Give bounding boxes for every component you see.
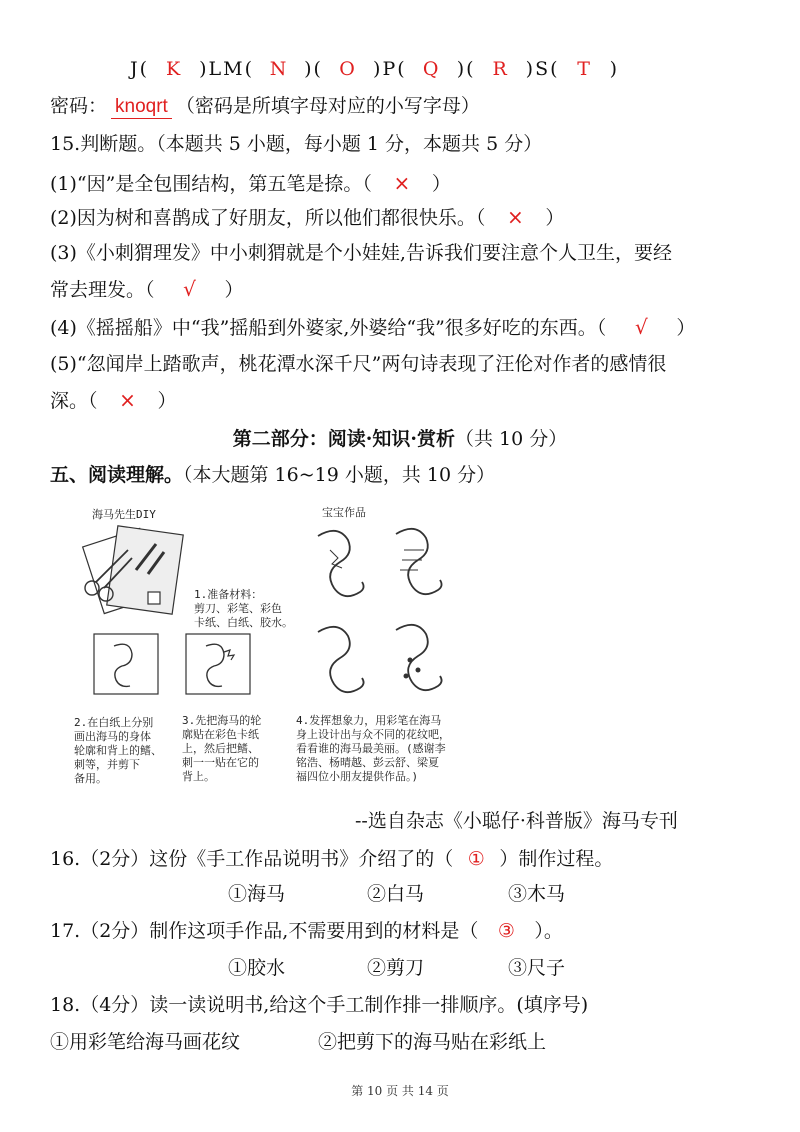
q18-option-2: ②把剪下的海马贴在彩纸上 [318,1031,547,1053]
step2-illustration [92,632,162,698]
step2-text: 2.在白纸上分别 画出海马的身体 轮廓和背上的鳍、 刺等，并剪下 备用。 [74,716,162,785]
password-value: knoqrt [111,96,172,119]
cross-mark: × [119,388,136,412]
q17-text-end: ）。 [534,920,563,942]
q18-stem: 18.（4分）读一读说明书,给这个手工制作排一排顺序。(填序号) [50,994,589,1016]
section5-heading [50,462,495,488]
q15-item-4 [50,314,695,341]
letters-text: )S( [525,58,560,80]
answer-letter: O [339,58,357,80]
letters-text: ) [609,58,620,80]
section2-title: 第二部分：阅读·知识·赏析 [232,428,455,450]
figure-title-left: 海马先生DIY [92,508,156,521]
section5-note: （本大题第 16~19 小题，共 10 分） [183,464,496,486]
figure-title-right: 宝宝作品 [322,506,366,519]
section5-title: 五、阅读理解。 [50,464,184,486]
figure-source: --选自杂志《小聪仔·科普版》海马专刊 [355,810,678,832]
q15-item-1 [50,170,451,197]
q17-stem [50,918,563,944]
q17-option-3: ③尺子 [508,957,566,979]
cross-mark: × [507,205,524,229]
item-text: (1)“因”是全包围结构，第五笔是捺。（ [50,173,372,195]
item-close: ） [676,317,696,339]
q16-option-1: ①海马 [228,883,286,905]
q17-answer: ③ [497,920,515,942]
q16-text: 16.（2分）这份《手工作品说明书》介绍了的（ [50,848,454,870]
item-text: (4)《摇摇船》中“我”摇船到外婆家,外婆给“我”很多好吃的东西。（ [50,317,607,339]
q15-item-3 [50,240,672,266]
step3-text: 3.先把海马的轮 廓贴在彩色卡纸 上，然后把鳍、 刺一一贴在它的 背上。 [182,714,262,783]
q16-text-end: ）制作过程。 [499,848,614,870]
password-line [50,93,480,119]
q17-text: 17.（2分）制作这项手作品,不需要用到的材料是（ [50,920,479,942]
answer-letter: R [492,58,509,80]
letters-text: )( [456,58,476,80]
q18-option-1: ①用彩笔给海马画花纹 [50,1031,241,1053]
baby-works-illustration [300,520,470,710]
letters-row [130,56,619,82]
q17-option-1: ①胶水 [228,957,286,979]
cross-mark: × [393,171,411,195]
q15-title: 15.判断题。（本题共 5 小题，每小题 1 分，本题共 5 分） [50,133,543,155]
letters-text: )( [304,58,323,80]
item-close: ） [224,279,244,301]
q15-item-2 [50,204,564,231]
password-note: （密码是所填字母对应的小写字母） [175,95,480,117]
answer-letter: K [165,58,183,80]
item-text: (3)《小刺猬理发》中小刺猬就是个小娃娃,告诉我们要注意个人卫生，要经 [50,242,672,264]
q15-item-3-cont [50,276,244,303]
q15-item-5 [50,351,666,377]
step4-text: 4.发挥想象力，用彩笔在海马 身上设计出与众不同的花纹吧， 看看谁的海马最美丽。(感谢李 铭浩、杨晴越、彭云舒、梁夏 福四位小朋友提供作品。) [296,714,450,783]
item-close: ） [157,390,177,412]
q16-option-3: ③木马 [508,883,566,905]
password-label: 密码： [50,95,108,117]
step3-illustration [184,632,254,698]
answer-letter: T [577,58,592,80]
item-text: 常去理发。（ [50,279,155,301]
section2-score: （共 10 分） [454,428,568,450]
item-text: 深。（ [50,390,98,412]
page-footer: 第 10 页 共 14 页 [351,1084,449,1098]
item-text: (5)“忽闻岸上踏歌声，桃花潭水深千尺”两句诗表现了汪伦对作者的感情很 [50,353,667,375]
q16-answer: ① [467,848,485,870]
item-close: ） [545,207,565,229]
answer-letter: N [269,58,289,80]
q16-option-2: ②白马 [367,883,425,905]
letters-text: )P( [373,58,407,80]
letters-text: )LM( [199,58,255,80]
section2-heading [0,426,800,452]
item-close: ） [431,173,451,195]
q15-item-5-cont [50,387,177,414]
q17-option-2: ②剪刀 [367,957,425,979]
step1-text: 1.准备材料： 剪刀、彩笔、彩色 卡纸、白纸、胶水。 [194,588,293,629]
item-text: (2)因为树和喜鹊成了好朋友，所以他们都很快乐。（ [50,207,486,229]
letters-text: J( [130,58,150,80]
q16-stem [50,846,613,872]
check-mark: √ [183,277,196,301]
answer-letter: Q [422,58,441,80]
check-mark: √ [634,315,648,339]
materials-illustration [70,522,190,622]
